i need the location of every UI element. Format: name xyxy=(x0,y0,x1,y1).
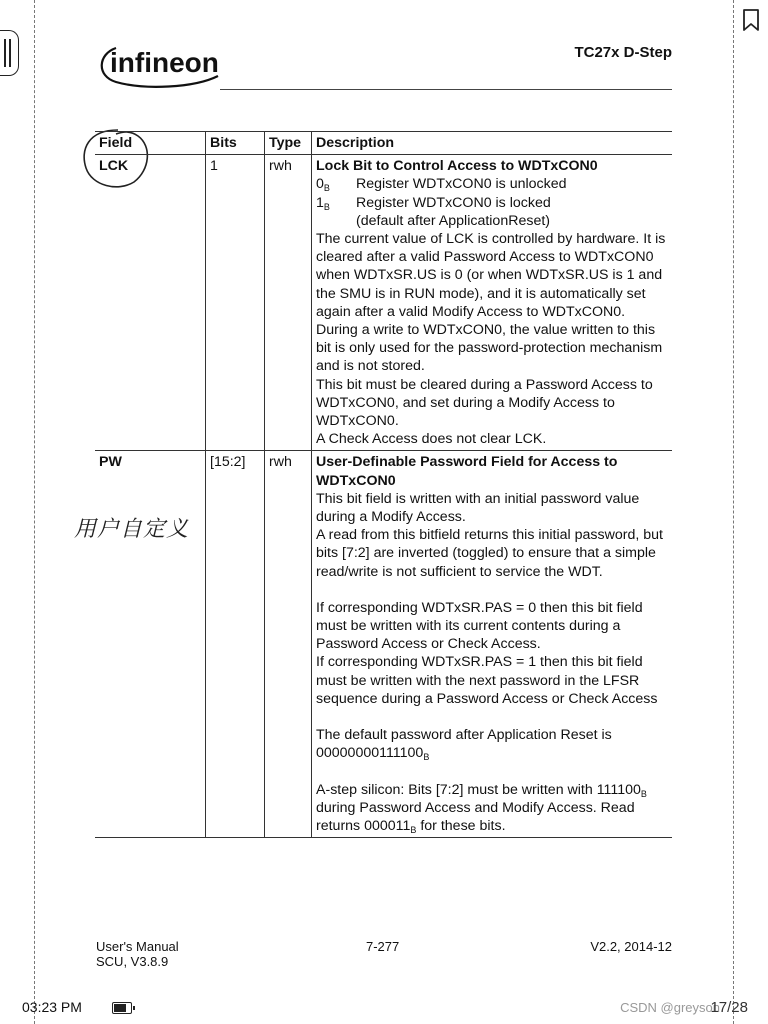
register-field-table xyxy=(95,131,672,838)
footer-page-number: 7-277 xyxy=(366,939,400,954)
field-type: rwh xyxy=(265,451,312,838)
table-header-row xyxy=(95,132,672,155)
field-name: PW xyxy=(95,451,206,838)
right-margin-guide xyxy=(733,0,734,1024)
header-divider xyxy=(220,89,672,90)
field-bits: [15:2] xyxy=(206,451,265,838)
table-row-lck xyxy=(95,155,672,451)
description-paragraph: The current value of LCK is controlled by hardware. It is cleared after a valid Password Access to WDTxCON0 when WDTxSR.US is 0 (or when WDTxSR.US is 1 and the SMU is in RUN mode), and it is automatically set again after a valid Modify Access to WDTxCON0. During a write to WDTxCON0, the value written to this bit is only used for the password-protection mechanism and is not stored. xyxy=(316,231,666,375)
document-title: TC27x D-Step xyxy=(574,44,672,61)
default-password-text: The default password after Application Reset is $00000000111100_B$ xyxy=(316,727,612,763)
side-panel-handle[interactable] xyxy=(0,30,19,76)
column-header-description: Description xyxy=(312,132,673,155)
battery-icon xyxy=(112,1002,132,1014)
table-row-pw xyxy=(95,451,672,838)
footer-version: SCU, V3.8.9 xyxy=(96,954,169,969)
description-paragraph: If corresponding WDTxSR.PAS = 1 then this bit field must be written with the next password in the LFSR sequence during a Password Access or Check Access xyxy=(316,654,658,707)
field-name: LCK xyxy=(95,155,206,451)
footer-manual: User's Manual xyxy=(96,939,179,954)
infineon-logo xyxy=(94,36,224,92)
description-paragraph: A read from this bitfield returns this initial password, but bits [7:2] are inverted (toggled) to ensure that a simple read/write is not sufficient to service the WDT. xyxy=(316,527,663,580)
column-header-type: Type xyxy=(265,132,312,155)
description-paragraph: This bit must be cleared during a Password Access to WDTxCON0, and set during a Modify Access to WDTxCON0. xyxy=(316,376,653,430)
column-header-bits: Bits xyxy=(206,132,265,155)
handwritten-annotation: 用户自定义 xyxy=(74,517,190,542)
description-paragraph: If corresponding WDTxSR.PAS = 0 then this bit field must be written with its current contents during a Password Access or Check Access. xyxy=(316,599,643,653)
footer-manual-info xyxy=(96,939,179,969)
description-title: User-Definable Password Field for Access to WDTxCON0 xyxy=(316,454,618,489)
description-title: Lock Bit to Control Access to WDTxCON0 xyxy=(316,158,598,175)
field-description xyxy=(312,451,673,838)
column-header-field: Field xyxy=(95,132,206,155)
field-type: rwh xyxy=(265,155,312,451)
description-paragraph: This bit field is written with an initial password value during a Modify Access. xyxy=(316,490,640,526)
status-time: 03:23 PM xyxy=(22,999,82,1015)
bookmark-icon[interactable] xyxy=(740,8,762,32)
enum-value: $0_B$ Register WDTxCON0 is unlocked xyxy=(316,176,567,194)
field-bits: 1 xyxy=(206,155,265,451)
reader-page-indicator[interactable]: 17/28 xyxy=(710,999,748,1016)
astep-note: A-step silicon: Bits [7:2] must be written with $111100_B$ during Password Access and Modify Access. Read returns $000011_B$ for these bits. xyxy=(316,781,647,835)
left-margin-guide xyxy=(34,0,35,1024)
field-description xyxy=(312,155,673,451)
description-paragraph: A Check Access does not clear LCK. xyxy=(316,431,547,448)
enum-value: $1_B$ Register WDTxCON0 is locked (default after ApplicationReset) xyxy=(316,194,551,229)
watermark: CSDN @greyson xyxy=(620,1000,720,1015)
footer-release: V2.2, 2014-12 xyxy=(590,939,672,954)
logo-wordmark: infineon xyxy=(110,47,219,78)
